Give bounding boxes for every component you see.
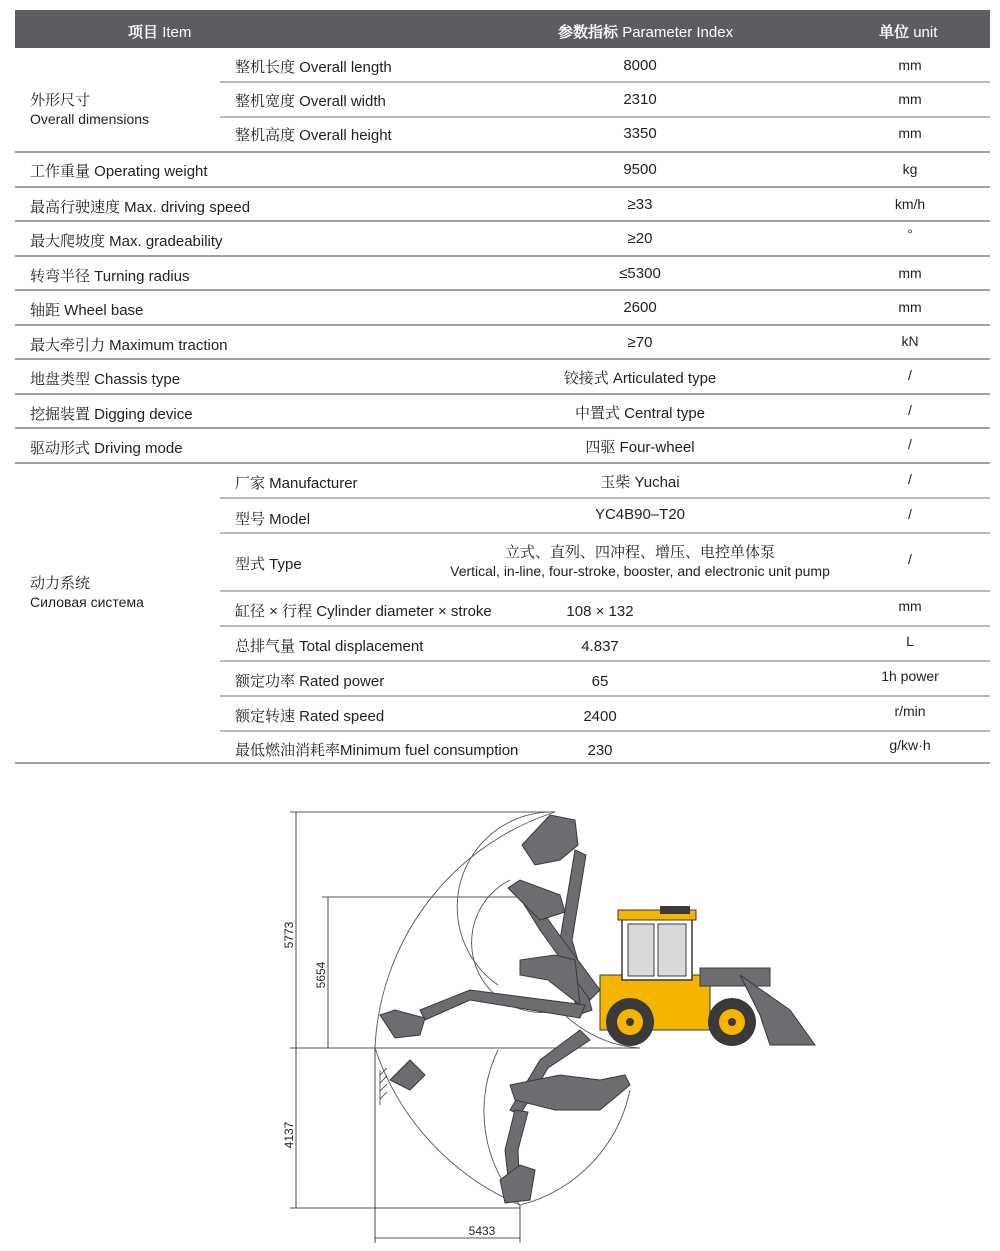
power-row-rated-power: 额定功率 Rated power 65 1h power	[220, 662, 990, 697]
dimension-row-height: 整机高度 Overall height 3350 mm	[235, 125, 922, 144]
power-row-manufacturer: 厂家 Manufacturer 玉柴 Yuchai /	[220, 464, 990, 499]
dim-total-height-label: 5773	[282, 921, 296, 949]
dimension-lines	[290, 812, 640, 1243]
dim-reach-label: 5433	[468, 1224, 496, 1238]
row-driving-mode: 驱动形式 Driving mode 四驱 Four-wheel /	[15, 429, 990, 464]
row-digging-device: 挖掘装置 Digging device 中置式 Central type /	[15, 395, 990, 430]
backhoe-arm-positions	[380, 815, 630, 1203]
dimension-row-width: 整机宽度 Overall width 2310 mm	[220, 83, 990, 118]
power-row-displacement: 总排气量 Total displacement 4.837 L	[220, 627, 990, 662]
dim-dig-depth-label: 4137	[282, 1121, 296, 1149]
header-parameter: 参数指标 Parameter Index	[558, 24, 734, 41]
row-turning-radius: 转弯半径 Turning radius ≤5300 mm	[15, 257, 990, 292]
header-unit: 单位 unit	[879, 24, 938, 41]
row-maximum-traction: 最大牵引力 Maximum traction ≥70 kN	[15, 326, 990, 361]
backhoe-loader-body	[600, 906, 815, 1046]
row-max-driving-speed: 最高行驶速度 Max. driving speed ≥33 km/h	[15, 188, 990, 223]
dimension-row-length: 整机长度 Overall length 8000 mm	[220, 48, 990, 83]
table-header	[15, 10, 990, 48]
working-range-diagram	[0, 790, 1000, 1250]
power-row-rated-speed: 额定转速 Rated speed 2400 r/min	[220, 697, 990, 732]
row-chassis-type: 地盘类型 Chassis type 铰接式 Articulated type /	[15, 360, 990, 395]
header-item: 项目 Item	[128, 24, 192, 41]
dimensions-group	[15, 48, 990, 153]
row-operating-weight: 工作重量 Operating weight 9500 kg	[15, 153, 990, 188]
power-row-cylinder: 缸径 × 行程 Cylinder diameter × stroke 108 × 132 mm	[220, 592, 990, 627]
power-group	[15, 464, 990, 764]
power-row-fuel-consumption: 最低燃油消耗率Minimum fuel consumption 230 g/kw·h	[235, 736, 931, 759]
spec-table	[15, 10, 990, 764]
power-row-model: 型号 Model YC4B90–T20 /	[220, 499, 990, 534]
ground-hatch	[380, 1068, 387, 1105]
power-group-label: 动力系统 Силовая система	[30, 574, 144, 610]
row-wheel-base: 轴距 Wheel base 2600 mm	[15, 291, 990, 326]
row-max-gradeability: 最大爬坡度 Max. gradeability ≥20 °	[15, 222, 990, 257]
dimensions-group-label: 外形尺寸 Overall dimensions	[30, 92, 150, 127]
power-row-type: 型式 Type 立式、直列、四冲程、增压、电控单体泵 Vertical, in-line, four-stroke, booster, and electronic unit pump /	[220, 534, 990, 592]
dim-reach-height-label: 5654	[314, 961, 328, 989]
